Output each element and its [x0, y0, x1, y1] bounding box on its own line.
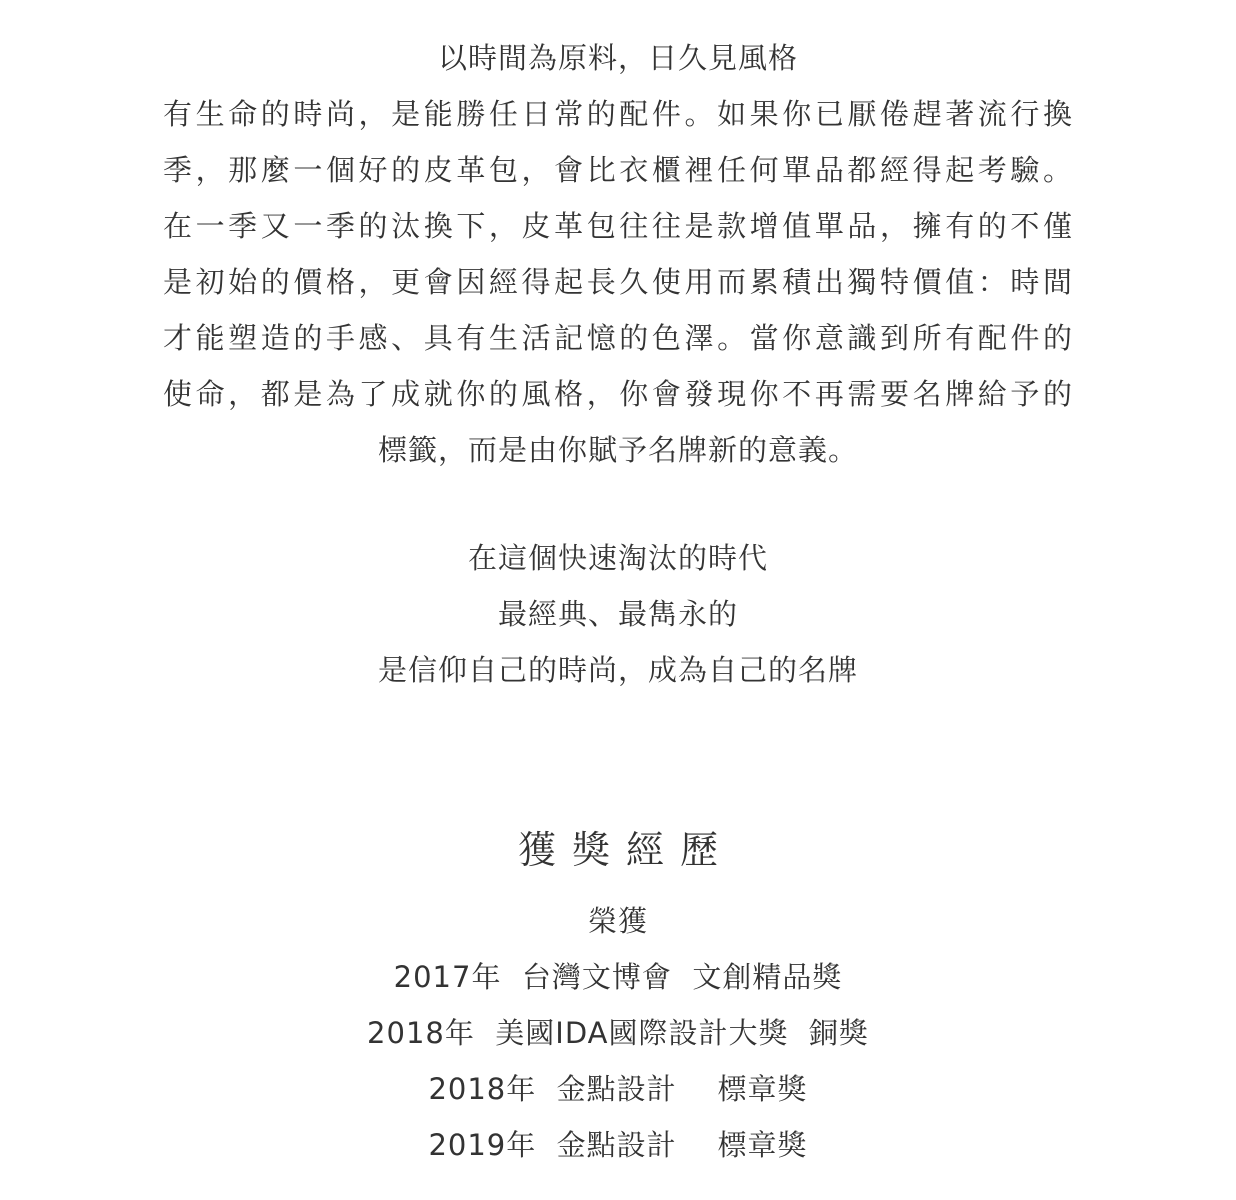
award-item: 2018年 金點設計 標章獎 — [428, 1072, 808, 1106]
paragraph-line: 才能塑造的手感、具有生活記憶的色澤。當你意識到所有配件的 — [163, 321, 1073, 355]
paragraph-line: 是初始的價格，更會因經得起長久使用而累積出獨特價值：時間 — [163, 265, 1073, 299]
awards-heading: 獲獎經歷 — [517, 828, 734, 872]
paragraph-line: 季，那麼一個好的皮革包，會比衣櫃裡任何單品都經得起考驗。 — [163, 153, 1073, 187]
award-item: 2018年 美國IDA國際設計大獎 銅獎 — [367, 1016, 869, 1050]
slogan-line: 最經典、最雋永的 — [497, 597, 738, 631]
slogan-line: 是信仰自己的時尚，成為自己的名牌 — [377, 653, 858, 687]
paragraph-line: 使命，都是為了成就你的風格，你會發現你不再需要名牌給予的 — [163, 377, 1073, 411]
paragraph-line: 標籤，而是由你賦予名牌新的意義。 — [377, 433, 858, 467]
award-item: 2019年 金點設計 標章獎 — [428, 1128, 808, 1162]
paragraph-line: 在一季又一季的汰換下，皮革包往往是款增值單品，擁有的不僅 — [163, 209, 1073, 243]
awards-subtitle: 榮獲 — [587, 904, 648, 938]
intro-heading: 以時間為原料，日久見風格 — [437, 41, 798, 75]
slogan-block — [0, 530, 1236, 698]
award-item: 2017年 台灣文博會 文創精品獎 — [393, 960, 843, 994]
paragraph-line: 有生命的時尚，是能勝任日常的配件。如果你已厭倦趕著流行換 — [163, 97, 1073, 131]
awards-list — [0, 949, 1236, 1173]
slogan-line: 在這個快速淘汰的時代 — [467, 541, 768, 575]
story-paragraph — [163, 86, 1073, 478]
